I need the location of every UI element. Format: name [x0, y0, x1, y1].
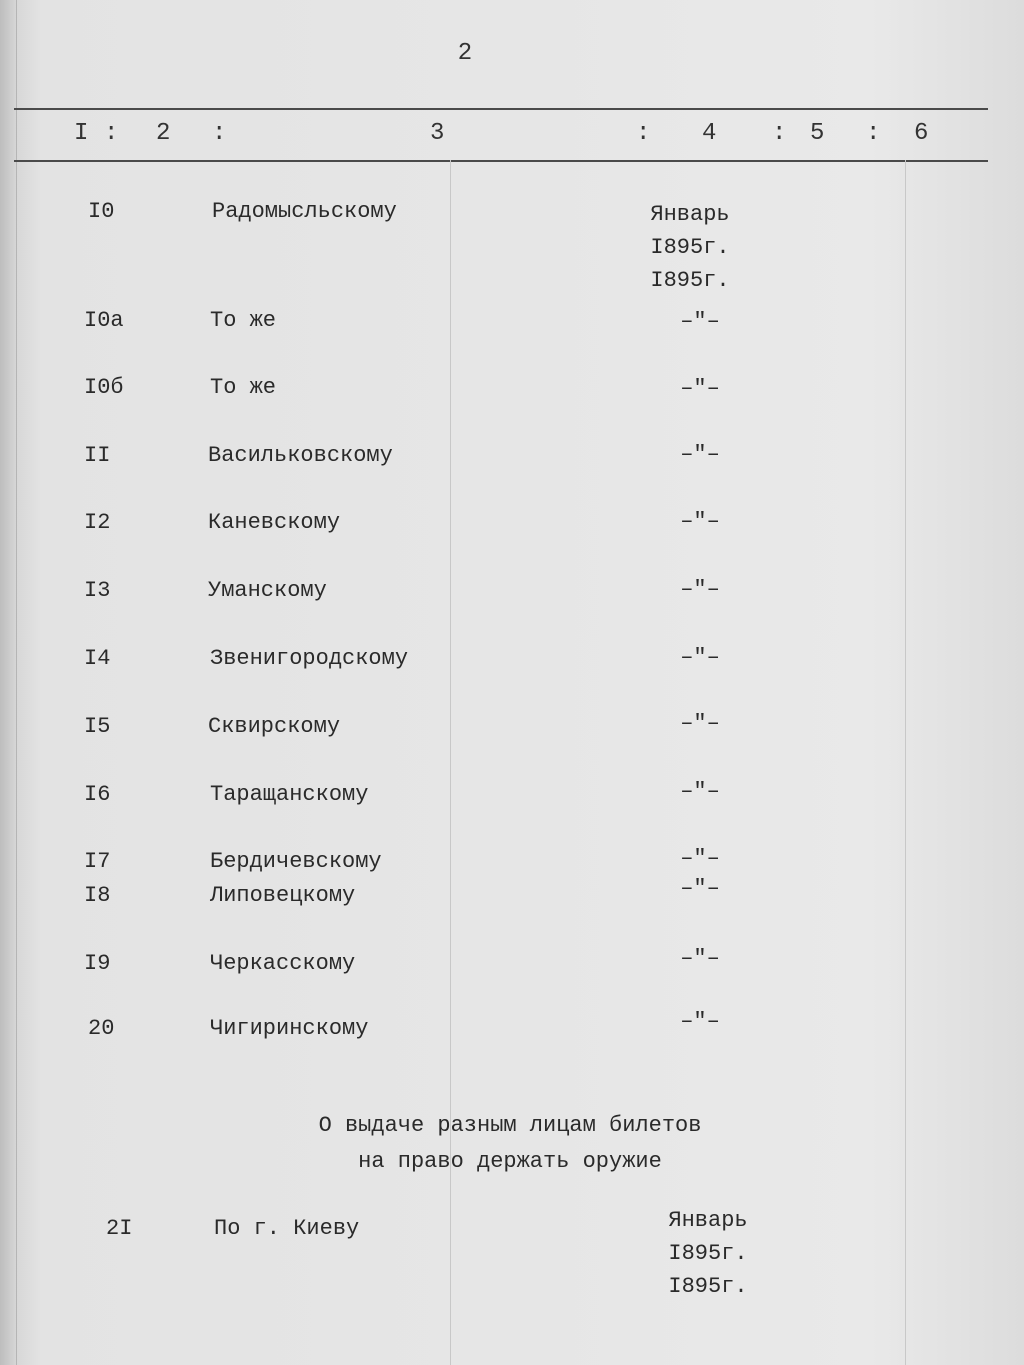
row-date: –"– — [680, 442, 720, 467]
date-year: I895г. — [650, 268, 730, 293]
date-month: Январь — [668, 1208, 748, 1233]
row-date: –"– — [680, 645, 720, 670]
row-number: I3 — [84, 578, 111, 603]
header-col-6: 6 — [914, 120, 929, 147]
row-date: –"– — [680, 946, 720, 971]
row-name: Звенигородскому — [210, 646, 409, 671]
row-date: –"– — [680, 711, 720, 736]
row-number: I0б — [84, 375, 124, 400]
row-name: То же — [210, 308, 277, 333]
header-separator: : — [866, 120, 881, 147]
row-number: I8 — [84, 883, 111, 908]
column-divider — [905, 160, 906, 1365]
header-col-5: 5 — [810, 120, 825, 147]
column-header-row — [0, 120, 1024, 156]
header-col-4: 4 — [702, 120, 717, 147]
row-name: То же — [210, 375, 277, 400]
row-number: I7 — [84, 849, 111, 874]
row-name: По г. Киеву — [214, 1216, 360, 1241]
row-date: –"– — [680, 876, 720, 901]
row-date: –"– — [680, 509, 720, 534]
header-rule-bottom — [14, 160, 988, 162]
date-year: I895г. — [668, 1274, 748, 1299]
row-date: –"– — [680, 309, 720, 334]
row-date — [620, 198, 760, 297]
row-number: I9 — [84, 951, 111, 976]
row-number: I0а — [84, 308, 124, 333]
header-separator: : — [104, 120, 119, 147]
row-number: I2 — [84, 510, 111, 535]
row-name: Бердичевскому — [210, 849, 382, 874]
section-heading-line: О выдаче разным лицам билетов — [318, 1113, 702, 1138]
row-date: –"– — [680, 1009, 720, 1034]
header-separator: : — [772, 120, 787, 147]
row-number: I0 — [88, 199, 115, 224]
row-number: 20 — [88, 1016, 115, 1041]
row-name: Липовецкому — [210, 883, 356, 908]
date-year: I895г. — [650, 235, 730, 260]
row-name: Уманскому — [208, 578, 327, 603]
date-year: I895г. — [668, 1241, 748, 1266]
header-separator: : — [636, 120, 651, 147]
row-name: Чигиринскому — [210, 1016, 369, 1041]
row-date: –"– — [680, 779, 720, 804]
row-name: Сквирскому — [208, 714, 341, 739]
header-rule-top — [14, 108, 988, 110]
column-divider — [450, 160, 451, 1365]
row-number: I6 — [84, 782, 111, 807]
row-date: –"– — [680, 577, 720, 602]
section-heading-line: на право держать оружие — [358, 1149, 662, 1174]
section-heading — [250, 1108, 770, 1180]
row-date — [638, 1204, 778, 1303]
row-name: Таращанскому — [210, 782, 369, 807]
row-name: Радомысльскому — [212, 199, 397, 224]
row-name: Каневскому — [208, 510, 341, 535]
row-name: Черкасскому — [210, 951, 356, 976]
header-col-1: I — [74, 120, 89, 147]
row-number: 2I — [106, 1216, 133, 1241]
date-month: Январь — [650, 202, 730, 227]
page-binding — [0, 0, 17, 1365]
page-number: 2 — [457, 40, 473, 67]
row-date: –"– — [680, 846, 720, 871]
header-col-2: 2 — [156, 120, 171, 147]
header-col-3: 3 — [430, 120, 445, 147]
row-name: Васильковскому — [208, 443, 393, 468]
row-number: II — [84, 443, 111, 468]
row-number: I4 — [84, 646, 111, 671]
row-number: I5 — [84, 714, 111, 739]
header-separator: : — [212, 120, 227, 147]
row-date: –"– — [680, 376, 720, 401]
